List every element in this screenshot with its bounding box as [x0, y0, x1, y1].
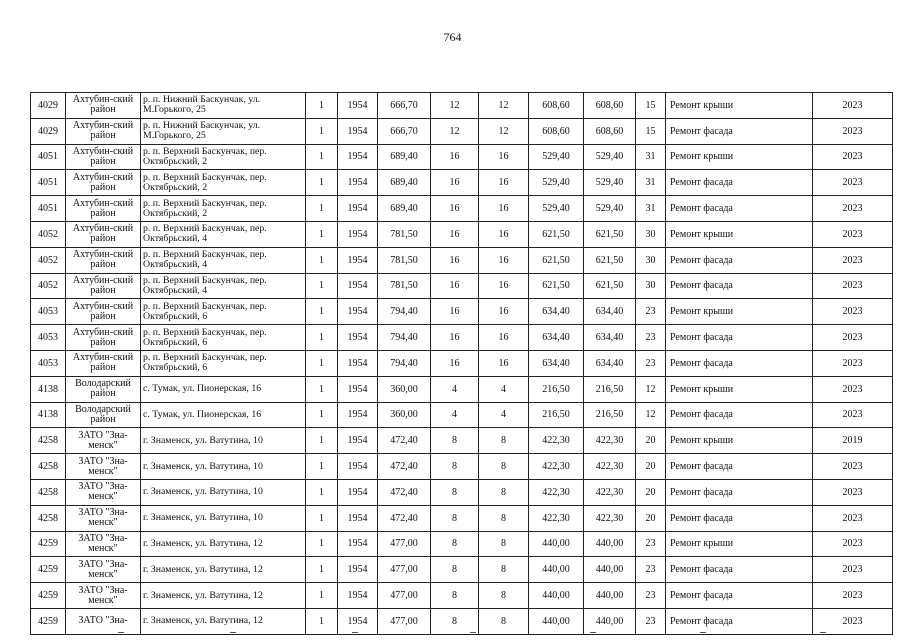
- cell-a2: 440,00: [584, 608, 636, 634]
- cell-c1: 1: [306, 247, 338, 273]
- cell-work: Ремонт фасада: [666, 479, 813, 505]
- cell-n1: 16: [431, 299, 479, 325]
- cell-n3: 31: [636, 196, 666, 222]
- cell-area: 781,50: [378, 221, 431, 247]
- table-row: [31, 350, 893, 376]
- cell-n1: 16: [431, 221, 479, 247]
- cell-address: г. Знаменск, ул. Ватутина, 10: [141, 479, 306, 505]
- cell-c1: 1: [306, 505, 338, 531]
- cell-a2: 634,40: [584, 350, 636, 376]
- cell-a2: 216,50: [584, 402, 636, 428]
- cell-id: 4029: [31, 118, 66, 144]
- cell-id: 4258: [31, 505, 66, 531]
- cell-year: 1954: [338, 350, 378, 376]
- cell-c1: 1: [306, 299, 338, 325]
- cell-work: Ремонт фасада: [666, 557, 813, 583]
- cell-address: г. Знаменск, ул. Ватутина, 10: [141, 505, 306, 531]
- cell-n2: 8: [479, 479, 529, 505]
- table-row: [31, 583, 893, 609]
- cell-year: 1954: [338, 505, 378, 531]
- cell-n3: 20: [636, 505, 666, 531]
- cell-c1: 1: [306, 325, 338, 351]
- table-row: [31, 273, 893, 299]
- cell-work: Ремонт крыши: [666, 531, 813, 557]
- table-row: [31, 531, 893, 557]
- cell-n2: 8: [479, 608, 529, 634]
- cell-a1: 608,60: [529, 118, 584, 144]
- cell-address: с. Тумак, ул. Пионерская, 16: [141, 376, 306, 402]
- cell-area: 477,00: [378, 583, 431, 609]
- cell-district: Ахтубин-ский район: [66, 299, 141, 325]
- cell-a1: 440,00: [529, 583, 584, 609]
- cell-n3: 23: [636, 531, 666, 557]
- cell-id: 4051: [31, 170, 66, 196]
- cell-a2: 634,40: [584, 325, 636, 351]
- cell-n3: 31: [636, 170, 666, 196]
- cell-a1: 634,40: [529, 299, 584, 325]
- cell-c1: 1: [306, 144, 338, 170]
- cell-a2: 529,40: [584, 196, 636, 222]
- cell-n3: 15: [636, 118, 666, 144]
- cell-district: Ахтубин-ский район: [66, 196, 141, 222]
- cell-district: Ахтубин-ский район: [66, 93, 141, 119]
- cell-address: г. Знаменск, ул. Ватутина, 10: [141, 428, 306, 454]
- table-row: [31, 170, 893, 196]
- cell-plan: 2023: [813, 170, 893, 196]
- cell-district: Ахтубин-ский район: [66, 325, 141, 351]
- cell-a2: 422,30: [584, 428, 636, 454]
- cell-address: г. Знаменск, ул. Ватутина, 12: [141, 557, 306, 583]
- cell-c1: 1: [306, 93, 338, 119]
- cell-a1: 216,50: [529, 376, 584, 402]
- cell-a1: 529,40: [529, 196, 584, 222]
- cell-a2: 422,30: [584, 479, 636, 505]
- cell-district: ЗАТО "Зна-менск": [66, 505, 141, 531]
- cell-n1: 16: [431, 170, 479, 196]
- cell-district: ЗАТО "Зна-менск": [66, 583, 141, 609]
- cell-c1: 1: [306, 454, 338, 480]
- table-row: [31, 144, 893, 170]
- cell-n3: 30: [636, 221, 666, 247]
- cell-address: р. п. Верхний Баскунчак, пер. Октябрьский, 6: [141, 299, 306, 325]
- cell-area: 666,70: [378, 118, 431, 144]
- cell-plan: 2023: [813, 299, 893, 325]
- cell-address: р. п. Верхний Баскунчак, пер. Октябрьский, 6: [141, 350, 306, 376]
- cell-id: 4052: [31, 221, 66, 247]
- cell-district: Ахтубин-ский район: [66, 118, 141, 144]
- cell-area: 794,40: [378, 325, 431, 351]
- cell-n2: 16: [479, 170, 529, 196]
- cell-area: 666,70: [378, 93, 431, 119]
- cell-n3: 30: [636, 273, 666, 299]
- cell-id: 4138: [31, 376, 66, 402]
- table-row: [31, 608, 893, 634]
- cell-work: Ремонт фасада: [666, 247, 813, 273]
- cell-c1: 1: [306, 428, 338, 454]
- cell-district: Ахтубин-ский район: [66, 221, 141, 247]
- cell-district: ЗАТО "Зна-менск": [66, 557, 141, 583]
- cell-year: 1954: [338, 531, 378, 557]
- cell-area: 477,00: [378, 557, 431, 583]
- cell-plan: 2023: [813, 93, 893, 119]
- cell-a2: 422,30: [584, 454, 636, 480]
- cell-area: 472,40: [378, 479, 431, 505]
- cell-n1: 8: [431, 531, 479, 557]
- cell-year: 1954: [338, 479, 378, 505]
- table-body: [31, 93, 893, 635]
- cell-work: Ремонт фасада: [666, 170, 813, 196]
- cell-n2: 8: [479, 505, 529, 531]
- cell-n3: 20: [636, 479, 666, 505]
- cell-district: ЗАТО "Зна-менск": [66, 454, 141, 480]
- cell-c1: 1: [306, 479, 338, 505]
- table-row: [31, 376, 893, 402]
- cell-district: ЗАТО "Зна-менск": [66, 479, 141, 505]
- cell-n1: 8: [431, 428, 479, 454]
- cell-work: Ремонт фасада: [666, 583, 813, 609]
- cell-year: 1954: [338, 428, 378, 454]
- cell-n2: 16: [479, 247, 529, 273]
- cell-area: 689,40: [378, 170, 431, 196]
- cell-area: 472,40: [378, 505, 431, 531]
- cell-plan: 2023: [813, 247, 893, 273]
- table-row: [31, 454, 893, 480]
- cell-n1: 8: [431, 479, 479, 505]
- cell-address: р. п. Верхний Баскунчак, пер. Октябрьский, 2: [141, 196, 306, 222]
- table-row: [31, 557, 893, 583]
- cell-a2: 440,00: [584, 531, 636, 557]
- cell-district: ЗАТО "Зна-: [66, 608, 141, 634]
- cell-c1: 1: [306, 170, 338, 196]
- cell-n3: 30: [636, 247, 666, 273]
- cell-id: 4258: [31, 479, 66, 505]
- cell-n1: 16: [431, 247, 479, 273]
- cell-address: р. п. Верхний Баскунчак, пер. Октябрьский, 4: [141, 247, 306, 273]
- cell-plan: 2023: [813, 376, 893, 402]
- cell-id: 4259: [31, 583, 66, 609]
- cell-area: 477,00: [378, 531, 431, 557]
- housing-repair-table: [30, 92, 893, 635]
- cell-a2: 608,60: [584, 118, 636, 144]
- cell-id: 4258: [31, 428, 66, 454]
- cell-area: 477,00: [378, 608, 431, 634]
- cell-n1: 16: [431, 144, 479, 170]
- cell-area: 781,50: [378, 247, 431, 273]
- cell-work: Ремонт крыши: [666, 221, 813, 247]
- table-row: [31, 505, 893, 531]
- cell-id: 4138: [31, 402, 66, 428]
- cell-work: Ремонт крыши: [666, 299, 813, 325]
- cell-n1: 8: [431, 557, 479, 583]
- cell-year: 1954: [338, 93, 378, 119]
- table-row: [31, 196, 893, 222]
- cell-c1: 1: [306, 583, 338, 609]
- cell-plan: 2023: [813, 479, 893, 505]
- cell-c1: 1: [306, 273, 338, 299]
- cell-n2: 16: [479, 273, 529, 299]
- cell-address: р. п. Нижний Баскунчак, ул. М.Горького, 25: [141, 118, 306, 144]
- table-row: [31, 247, 893, 273]
- cell-n2: 16: [479, 144, 529, 170]
- cell-n2: 8: [479, 557, 529, 583]
- cell-district: Ахтубин-ский район: [66, 350, 141, 376]
- cell-work: Ремонт фасада: [666, 196, 813, 222]
- cell-year: 1954: [338, 221, 378, 247]
- table-row: [31, 479, 893, 505]
- cell-address: р. п. Верхний Баскунчак, пер. Октябрьский, 2: [141, 170, 306, 196]
- cell-a1: 621,50: [529, 247, 584, 273]
- cell-work: Ремонт фасада: [666, 350, 813, 376]
- cell-n1: 8: [431, 608, 479, 634]
- cell-a1: 621,50: [529, 273, 584, 299]
- cell-address: р. п. Верхний Баскунчак, пер. Октябрьский, 4: [141, 273, 306, 299]
- cell-plan: 2023: [813, 144, 893, 170]
- cell-plan: 2023: [813, 557, 893, 583]
- cell-area: 781,50: [378, 273, 431, 299]
- cell-c1: 1: [306, 531, 338, 557]
- cell-n1: 4: [431, 376, 479, 402]
- cell-n2: 8: [479, 454, 529, 480]
- cell-work: Ремонт крыши: [666, 144, 813, 170]
- cell-a2: 216,50: [584, 376, 636, 402]
- cell-a2: 621,50: [584, 221, 636, 247]
- cell-district: Ахтубин-ский район: [66, 144, 141, 170]
- cell-a1: 621,50: [529, 221, 584, 247]
- cell-area: 794,40: [378, 350, 431, 376]
- cell-n1: 12: [431, 118, 479, 144]
- cell-plan: 2023: [813, 221, 893, 247]
- cell-address: г. Знаменск, ул. Ватутина, 12: [141, 583, 306, 609]
- cell-n3: 23: [636, 350, 666, 376]
- cell-area: 689,40: [378, 144, 431, 170]
- cell-a2: 621,50: [584, 273, 636, 299]
- cell-plan: 2019: [813, 428, 893, 454]
- cell-a2: 634,40: [584, 299, 636, 325]
- cell-a2: 440,00: [584, 583, 636, 609]
- cell-address: р. п. Верхний Баскунчак, пер. Октябрьский, 6: [141, 325, 306, 351]
- cell-a2: 529,40: [584, 144, 636, 170]
- cell-n2: 12: [479, 118, 529, 144]
- cell-id: 4259: [31, 531, 66, 557]
- cell-work: Ремонт фасада: [666, 325, 813, 351]
- cell-id: 4051: [31, 196, 66, 222]
- cell-n2: 12: [479, 93, 529, 119]
- table-row: [31, 118, 893, 144]
- cell-plan: 2023: [813, 196, 893, 222]
- cell-area: 360,00: [378, 402, 431, 428]
- cell-year: 1954: [338, 118, 378, 144]
- cell-year: 1954: [338, 583, 378, 609]
- cell-a1: 422,30: [529, 428, 584, 454]
- cell-c1: 1: [306, 376, 338, 402]
- cell-n1: 16: [431, 325, 479, 351]
- cell-work: Ремонт фасада: [666, 118, 813, 144]
- cell-area: 472,40: [378, 428, 431, 454]
- cell-n1: 8: [431, 454, 479, 480]
- cell-year: 1954: [338, 454, 378, 480]
- cell-n2: 16: [479, 299, 529, 325]
- cell-n3: 23: [636, 608, 666, 634]
- cell-n2: 16: [479, 196, 529, 222]
- cell-year: 1954: [338, 608, 378, 634]
- page-number: 764: [443, 30, 462, 44]
- cell-n3: 12: [636, 402, 666, 428]
- cell-year: 1954: [338, 325, 378, 351]
- cell-plan: 2023: [813, 325, 893, 351]
- cell-id: 4052: [31, 273, 66, 299]
- cell-address: г. Знаменск, ул. Ватутина, 12: [141, 531, 306, 557]
- table-row: [31, 402, 893, 428]
- cell-year: 1954: [338, 170, 378, 196]
- cell-a1: 529,40: [529, 144, 584, 170]
- cell-district: Ахтубин-ский район: [66, 247, 141, 273]
- cell-n3: 23: [636, 299, 666, 325]
- cell-plan: 2023: [813, 118, 893, 144]
- cell-work: Ремонт фасада: [666, 273, 813, 299]
- cell-n2: 8: [479, 428, 529, 454]
- cell-address: р. п. Верхний Баскунчак, пер. Октябрьский, 2: [141, 144, 306, 170]
- cell-year: 1954: [338, 376, 378, 402]
- cell-c1: 1: [306, 196, 338, 222]
- cell-id: 4029: [31, 93, 66, 119]
- cell-address: р. п. Верхний Баскунчак, пер. Октябрьский, 4: [141, 221, 306, 247]
- cell-a1: 634,40: [529, 325, 584, 351]
- cell-year: 1954: [338, 402, 378, 428]
- cell-n3: 23: [636, 557, 666, 583]
- cell-c1: 1: [306, 608, 338, 634]
- cell-n2: 16: [479, 221, 529, 247]
- cell-a1: 440,00: [529, 608, 584, 634]
- cell-n1: 8: [431, 505, 479, 531]
- cell-n3: 15: [636, 93, 666, 119]
- cell-a1: 422,30: [529, 479, 584, 505]
- cell-a1: 216,50: [529, 402, 584, 428]
- cell-n2: 4: [479, 376, 529, 402]
- cell-a1: 422,30: [529, 454, 584, 480]
- cell-area: 794,40: [378, 299, 431, 325]
- cell-area: 360,00: [378, 376, 431, 402]
- cell-a2: 422,30: [584, 505, 636, 531]
- cell-a1: 422,30: [529, 505, 584, 531]
- cell-id: 4053: [31, 350, 66, 376]
- cell-n3: 12: [636, 376, 666, 402]
- cell-a1: 608,60: [529, 93, 584, 119]
- cell-c1: 1: [306, 118, 338, 144]
- cell-year: 1954: [338, 144, 378, 170]
- cell-work: Ремонт крыши: [666, 376, 813, 402]
- cell-plan: 2023: [813, 608, 893, 634]
- cell-year: 1954: [338, 299, 378, 325]
- cell-n2: 16: [479, 350, 529, 376]
- cell-a2: 608,60: [584, 93, 636, 119]
- cell-work: Ремонт крыши: [666, 93, 813, 119]
- cell-plan: 2023: [813, 505, 893, 531]
- cell-plan: 2023: [813, 273, 893, 299]
- cell-work: Ремонт фасада: [666, 454, 813, 480]
- cell-plan: 2023: [813, 402, 893, 428]
- cell-n1: 16: [431, 350, 479, 376]
- cell-plan: 2023: [813, 454, 893, 480]
- cell-a2: 440,00: [584, 557, 636, 583]
- cell-plan: 2023: [813, 350, 893, 376]
- cell-n1: 16: [431, 273, 479, 299]
- cell-year: 1954: [338, 557, 378, 583]
- cell-plan: 2023: [813, 531, 893, 557]
- cell-id: 4258: [31, 454, 66, 480]
- cell-year: 1954: [338, 273, 378, 299]
- cell-n3: 31: [636, 144, 666, 170]
- table-row: [31, 299, 893, 325]
- cell-n1: 8: [431, 583, 479, 609]
- cell-id: 4259: [31, 557, 66, 583]
- cell-n1: 16: [431, 196, 479, 222]
- table-row: [31, 221, 893, 247]
- cell-n2: 8: [479, 583, 529, 609]
- table-row: [31, 325, 893, 351]
- cell-district: Ахтубин-ский район: [66, 170, 141, 196]
- cell-n3: 20: [636, 454, 666, 480]
- cell-a2: 621,50: [584, 247, 636, 273]
- cell-work: Ремонт фасада: [666, 608, 813, 634]
- cell-id: 4053: [31, 299, 66, 325]
- cell-district: ЗАТО "Зна-менск": [66, 531, 141, 557]
- cell-id: 4052: [31, 247, 66, 273]
- cell-district: Ахтубин-ский район: [66, 273, 141, 299]
- cell-work: Ремонт фасада: [666, 402, 813, 428]
- cell-plan: 2023: [813, 583, 893, 609]
- cell-n1: 12: [431, 93, 479, 119]
- cell-c1: 1: [306, 402, 338, 428]
- cell-n1: 4: [431, 402, 479, 428]
- cell-id: 4259: [31, 608, 66, 634]
- cell-district: Володарский район: [66, 376, 141, 402]
- cell-n3: 20: [636, 428, 666, 454]
- cell-area: 472,40: [378, 454, 431, 480]
- cell-n2: 16: [479, 325, 529, 351]
- cell-year: 1954: [338, 247, 378, 273]
- cell-a1: 440,00: [529, 531, 584, 557]
- cell-n2: 4: [479, 402, 529, 428]
- cell-a1: 634,40: [529, 350, 584, 376]
- cell-c1: 1: [306, 350, 338, 376]
- cell-address: с. Тумак, ул. Пионерская, 16: [141, 402, 306, 428]
- cell-district: Володарский район: [66, 402, 141, 428]
- cell-a2: 529,40: [584, 170, 636, 196]
- cell-a1: 529,40: [529, 170, 584, 196]
- cell-n2: 8: [479, 531, 529, 557]
- cell-area: 689,40: [378, 196, 431, 222]
- cell-id: 4051: [31, 144, 66, 170]
- cell-n3: 23: [636, 325, 666, 351]
- cell-district: ЗАТО "Зна-менск": [66, 428, 141, 454]
- cell-id: 4053: [31, 325, 66, 351]
- table-row: [31, 428, 893, 454]
- cell-work: Ремонт крыши: [666, 428, 813, 454]
- cell-address: г. Знаменск, ул. Ватутина, 10: [141, 454, 306, 480]
- cell-address: г. Знаменск, ул. Ватутина, 12: [141, 608, 306, 634]
- cell-address: р. п. Нижний Баскунчак, ул. М.Горького, 25: [141, 93, 306, 119]
- cell-a1: 440,00: [529, 557, 584, 583]
- cell-work: Ремонт фасада: [666, 505, 813, 531]
- cell-c1: 1: [306, 221, 338, 247]
- table-row: [31, 93, 893, 119]
- cell-n3: 23: [636, 583, 666, 609]
- cell-year: 1954: [338, 196, 378, 222]
- cell-c1: 1: [306, 557, 338, 583]
